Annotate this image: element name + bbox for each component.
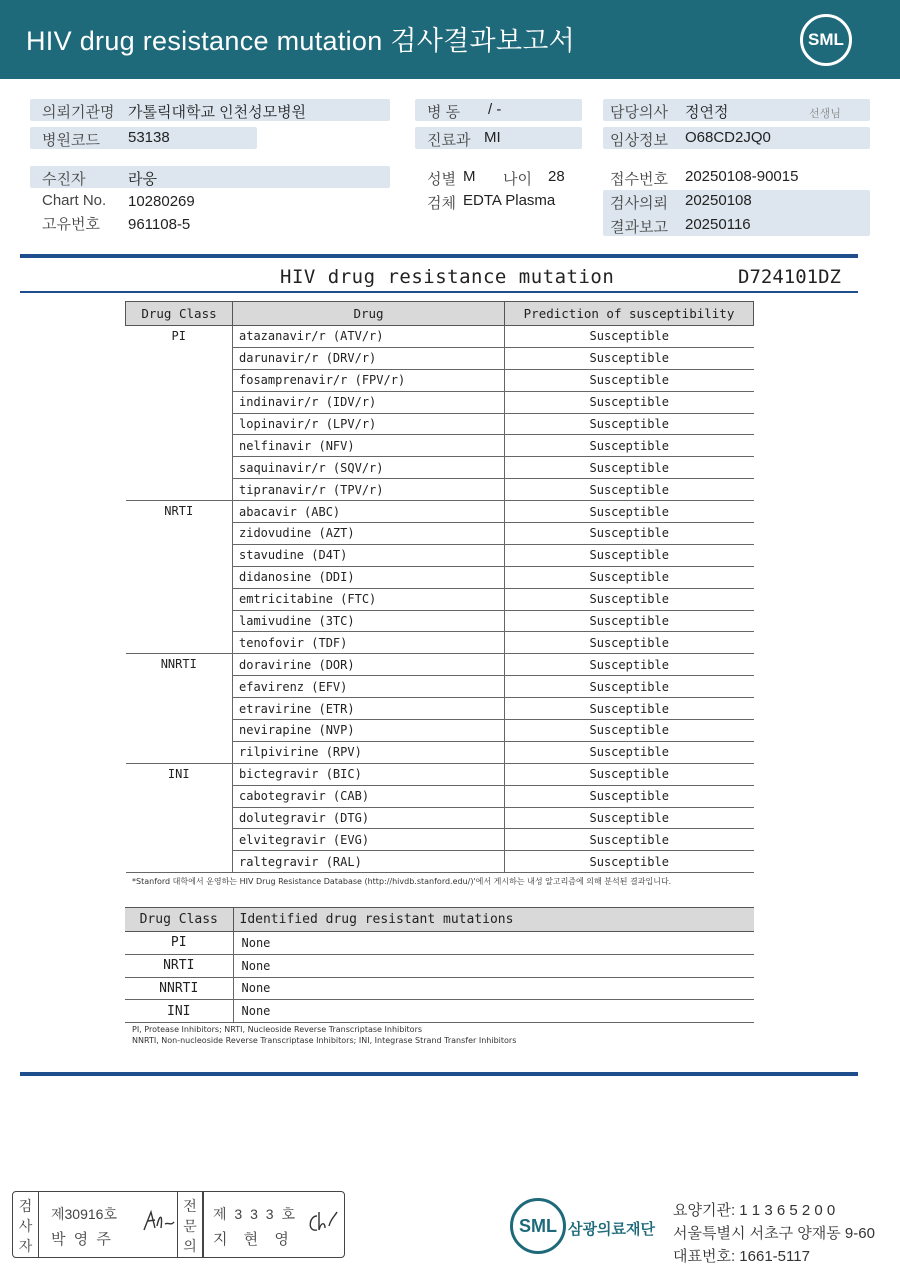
drug-class-cell: [126, 369, 233, 391]
drug-cell: nelfinavir (NFV): [233, 435, 505, 457]
prediction-cell: Susceptible: [505, 610, 754, 632]
prediction-cell: Susceptible: [505, 566, 754, 588]
bottom-rule: [20, 1072, 858, 1076]
prediction-cell: Susceptible: [505, 347, 754, 369]
drug-class-cell: [126, 741, 233, 763]
id-label: 고유번호: [42, 216, 100, 233]
patient-value: 라웅: [128, 171, 157, 188]
signature-box: [12, 1191, 345, 1258]
age-label: 나이: [503, 171, 532, 188]
drug-class-cell: NNRTI: [126, 654, 233, 676]
sex-label: 성별: [427, 171, 456, 188]
table-row: [126, 435, 754, 457]
drug-cell: tipranavir/r (TPV/r): [233, 479, 505, 501]
drug-class-cell: [126, 566, 233, 588]
specimen-label: 검체: [427, 195, 456, 212]
mut-class: NNRTI: [125, 977, 233, 1000]
prediction-cell: Susceptible: [505, 720, 754, 742]
drug-class-cell: [126, 347, 233, 369]
drug-class-cell: [126, 720, 233, 742]
prediction-cell: Susceptible: [505, 851, 754, 873]
prediction-cell: Susceptible: [505, 698, 754, 720]
drug-cell: abacavir (ABC): [233, 501, 505, 523]
sex-value: M: [463, 168, 476, 185]
table-row: [126, 347, 754, 369]
receipt-label: 접수번호: [610, 171, 668, 188]
table-row: [126, 654, 754, 676]
drug-class-cell: [126, 632, 233, 654]
doctor-value: 정연정: [685, 104, 729, 121]
prediction-cell: Susceptible: [505, 501, 754, 523]
drug-cell: darunavir/r (DRV/r): [233, 347, 505, 369]
table-row: [125, 932, 754, 955]
report-date-value: 20250116: [685, 216, 751, 233]
hospital-code-value: 53138: [128, 129, 170, 146]
prediction-cell: Susceptible: [505, 632, 754, 654]
drug-cell: fosamprenavir/r (FPV/r): [233, 369, 505, 391]
drug-cell: emtricitabine (FTC): [233, 588, 505, 610]
drug-cell: bictegravir (BIC): [233, 763, 505, 785]
ward-label: 병 동: [427, 104, 461, 121]
mut-value: None: [233, 977, 754, 1000]
prediction-cell: Susceptible: [505, 741, 754, 763]
drug-class-cell: [126, 851, 233, 873]
drug-class-cell: [126, 676, 233, 698]
specialist-no: 제 3 3 3 호: [213, 1206, 297, 1222]
dept-value: MI: [484, 129, 501, 146]
drug-class-cell: [126, 829, 233, 851]
prediction-cell: Susceptible: [505, 763, 754, 785]
prediction-cell: Susceptible: [505, 413, 754, 435]
prediction-cell: Susceptible: [505, 676, 754, 698]
drug-class-cell: [126, 391, 233, 413]
table-row: [126, 566, 754, 588]
drug-cell: saquinavir/r (SQV/r): [233, 457, 505, 479]
clinical-label: 임상정보: [610, 132, 668, 149]
drug-class-cell: [126, 588, 233, 610]
specimen-value: EDTA Plasma: [463, 192, 556, 209]
prediction-cell: Susceptible: [505, 654, 754, 676]
table-row: [125, 1000, 754, 1023]
drug-class-cell: [126, 479, 233, 501]
prediction-cell: Susceptible: [505, 369, 754, 391]
col-prediction: Prediction of susceptibility: [505, 302, 754, 326]
examiner-label-text: 검사자: [18, 1198, 33, 1254]
table-row: [126, 369, 754, 391]
drug-class-cell: [126, 523, 233, 545]
sml-logo-icon: SML: [800, 14, 852, 66]
id-value: 961108-5: [128, 216, 191, 233]
table-row: [126, 763, 754, 785]
examiner-no: 제30916호: [51, 1206, 117, 1222]
table-row: [126, 479, 754, 501]
clinical-value: O68CD2JQ0: [685, 129, 771, 146]
drug-class-cell: NRTI: [126, 501, 233, 523]
mutations-table: [125, 907, 754, 1023]
care-code: 요양기관: 1 1 3 6 5 2 0 0: [673, 1202, 836, 1219]
prediction-cell: Susceptible: [505, 435, 754, 457]
table-row: [126, 807, 754, 829]
drug-cell: atazanavir/r (ATV/r): [233, 326, 505, 348]
report-date-label: 결과보고: [610, 219, 668, 236]
drug-cell: indinavir/r (IDV/r): [233, 391, 505, 413]
mut-class: INI: [125, 1000, 233, 1023]
table-row: [126, 676, 754, 698]
drug-cell: tenofovir (TDF): [233, 632, 505, 654]
mut-class: PI: [125, 932, 233, 955]
mut-value: None: [233, 1000, 754, 1023]
patient-label: 수진자: [42, 171, 86, 188]
table-row: [126, 829, 754, 851]
dept-label: 진료과: [427, 132, 471, 149]
examiner-name: 박 영 주: [51, 1231, 113, 1248]
table-row: [126, 851, 754, 873]
footnote: *Stanford 대학에서 운영하는 HIV Drug Resistance Database (http://hivdb.stanford.edu/)'에서 게시하는 내성 알고리즘에 의해 분석된 결과입니다.: [132, 877, 672, 886]
mut-value: None: [233, 954, 754, 977]
sub-rule: [20, 291, 858, 293]
test-code: D724101DZ: [738, 266, 841, 288]
table-row: [126, 632, 754, 654]
drug-class-cell: INI: [126, 763, 233, 785]
drug-class-cell: [126, 698, 233, 720]
prediction-cell: Susceptible: [505, 479, 754, 501]
drug-class-cell: [126, 785, 233, 807]
drug-class-cell: PI: [126, 326, 233, 348]
drug-cell: lamivudine (3TC): [233, 610, 505, 632]
section-title: HIV drug resistance mutation: [280, 266, 615, 288]
divider: [203, 1192, 204, 1257]
abbr-line-2: NNRTI, Non-nucleoside Reverse Transcriptase Inhibitors; INI, Integrase Strand Transfer Inhibitors: [132, 1036, 517, 1045]
drug-class-cell: [126, 457, 233, 479]
receipt-value: 20250108-90015: [685, 168, 799, 185]
drug-cell: zidovudine (AZT): [233, 523, 505, 545]
specialist-signature-icon: [303, 1208, 339, 1238]
request-label: 검사의뢰: [610, 195, 668, 212]
prediction-cell: Susceptible: [505, 829, 754, 851]
top-rule: [20, 254, 858, 258]
prediction-cell: Susceptible: [505, 523, 754, 545]
table-row: [126, 523, 754, 545]
table-row: [125, 977, 754, 1000]
prediction-cell: Susceptible: [505, 588, 754, 610]
drug-class-cell: [126, 807, 233, 829]
doctor-suffix: 선생님: [809, 108, 841, 120]
table-row: [126, 720, 754, 742]
drug-cell: stavudine (D4T): [233, 544, 505, 566]
address: 서울특별시 서초구 양재동 9-60: [673, 1225, 875, 1242]
susceptibility-table: [125, 301, 754, 873]
table-row: [126, 326, 754, 348]
drug-class-cell: [126, 435, 233, 457]
specialist-label-text: 전문의: [183, 1198, 197, 1254]
specialist-name: 지 현 영: [213, 1231, 295, 1248]
table-row: [126, 501, 754, 523]
drug-cell: etravirine (ETR): [233, 698, 505, 720]
drug-cell: elvitegravir (EVG): [233, 829, 505, 851]
prediction-cell: Susceptible: [505, 326, 754, 348]
prediction-cell: Susceptible: [505, 785, 754, 807]
drug-cell: dolutegravir (DTG): [233, 807, 505, 829]
chart-value: 10280269: [128, 193, 195, 210]
table-row: [126, 785, 754, 807]
abbr-line-1: PI, Protease Inhibitors; NRTI, Nucleoside Reverse Transcriptase Inhibitors: [132, 1025, 423, 1034]
drug-class-cell: [126, 610, 233, 632]
request-value: 20250108: [685, 192, 752, 209]
sml-footer-logo-icon: SML: [510, 1198, 566, 1254]
report-title: HIV drug resistance mutation 검사결과보고서: [26, 26, 576, 56]
ward-value: / -: [488, 101, 502, 118]
mut-value: None: [233, 932, 754, 955]
table-row: [126, 457, 754, 479]
drug-cell: efavirenz (EFV): [233, 676, 505, 698]
institution-label: 의뢰기관명: [42, 104, 115, 121]
chart-label: Chart No.: [42, 192, 107, 209]
mut-col-mutations: Identified drug resistant mutations: [233, 908, 754, 932]
examiner-label: [13, 1192, 39, 1257]
prediction-cell: Susceptible: [505, 807, 754, 829]
drug-cell: didanosine (DDI): [233, 566, 505, 588]
age-value: 28: [548, 168, 565, 185]
table-row: [126, 588, 754, 610]
brand-name: 삼광의료재단: [568, 1221, 655, 1238]
drug-class-cell: [126, 413, 233, 435]
table-row: [125, 954, 754, 977]
drug-cell: raltegravir (RAL): [233, 851, 505, 873]
col-drug: Drug: [233, 302, 505, 326]
table-row: [126, 544, 754, 566]
report-header: [0, 0, 900, 79]
phone: 대표번호: 1661-5117: [673, 1248, 810, 1265]
doctor-label: 담당의사: [610, 104, 668, 121]
table-row: [126, 698, 754, 720]
table-row: [126, 610, 754, 632]
drug-cell: doravirine (DOR): [233, 654, 505, 676]
hospital-code-label: 병원코드: [42, 132, 100, 149]
drug-cell: rilpivirine (RPV): [233, 741, 505, 763]
mut-col-class: Drug Class: [125, 908, 233, 932]
table-row: [126, 413, 754, 435]
table-row: [126, 741, 754, 763]
prediction-cell: Susceptible: [505, 391, 754, 413]
abbreviations: [132, 1024, 516, 1046]
table-row: [126, 391, 754, 413]
mut-class: NRTI: [125, 954, 233, 977]
prediction-cell: Susceptible: [505, 457, 754, 479]
drug-cell: lopinavir/r (LPV/r): [233, 413, 505, 435]
prediction-cell: Susceptible: [505, 544, 754, 566]
drug-cell: nevirapine (NVP): [233, 720, 505, 742]
drug-cell: cabotegravir (CAB): [233, 785, 505, 807]
specialist-label: [177, 1192, 203, 1257]
institution-value: 가톨릭대학교 인천성모병원: [128, 104, 307, 121]
drug-class-cell: [126, 544, 233, 566]
col-drug-class: Drug Class: [126, 302, 233, 326]
examiner-signature-icon: [141, 1206, 177, 1236]
